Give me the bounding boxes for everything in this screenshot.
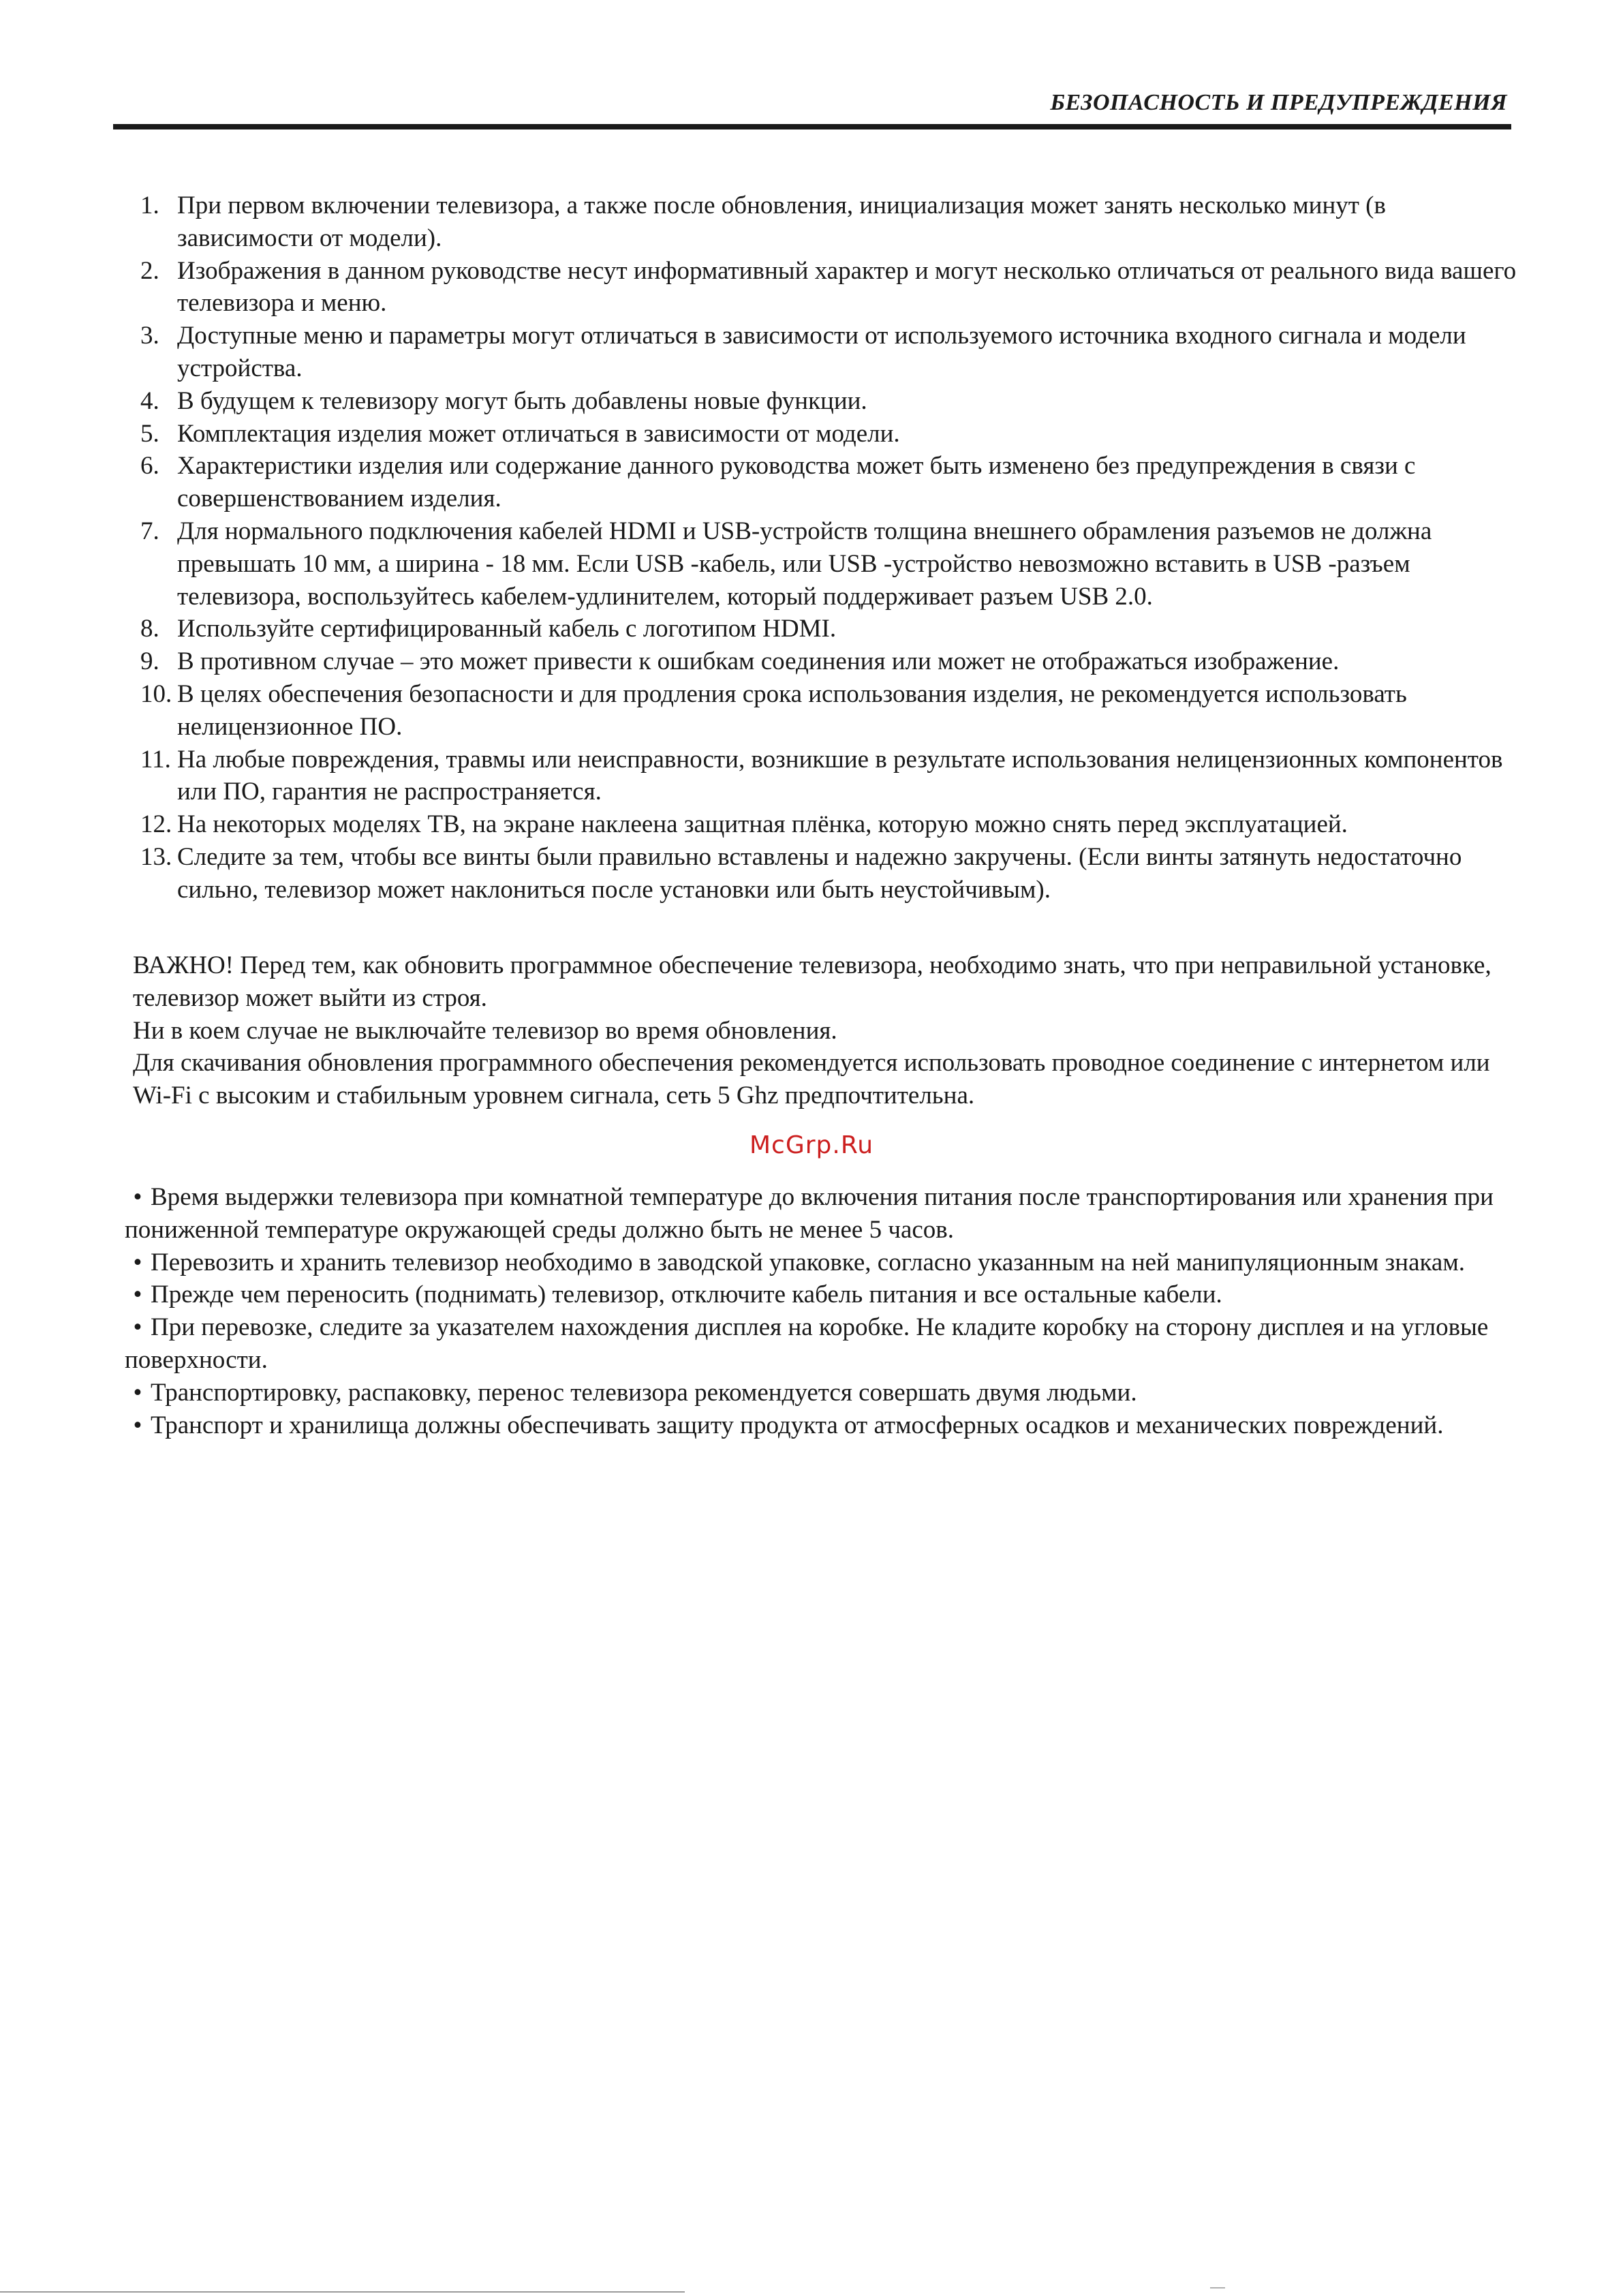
page-title: БЕЗОПАСНОСТЬ И ПРЕДУПРЕЖДЕНИЯ	[1050, 90, 1507, 115]
list-item	[125, 1377, 1521, 1409]
list-item	[125, 1246, 1521, 1279]
item-number: 5.	[140, 419, 159, 448]
item-text: Транспортировку, распаковку, перенос телевизора рекомендуется совершать двумя людьми.	[151, 1378, 1137, 1407]
list-item	[125, 1181, 1521, 1246]
item-number: 7.	[140, 517, 159, 545]
list-item	[125, 1279, 1521, 1311]
bullet-icon: •	[133, 1411, 142, 1439]
item-text: Перевозить и хранить телевизор необходимо в заводской упаковке, согласно указанным на ней манипуляционным знакам.	[151, 1248, 1466, 1276]
item-text: Время выдержки телевизора при комнатной температуре до включения питания после транспортирования или хранения при пониженной температуре окружающей среды должно быть не менее 5 часов.	[125, 1183, 1494, 1244]
item-number: 10.	[140, 679, 172, 708]
item-text: Для нормального подключения кабелей HDMI и USB-устройств толщина внешнего обрамления разъемов не должна превышать 10 мм, а ширина - 18 мм. Если USB -кабель, или USB -устройство невозможно вставить в USB -разъем телевизора, воспользуйтесь кабелем-удлинителем, который поддерживает разъем USB 2.0.	[177, 517, 1432, 611]
list-item	[125, 1409, 1521, 1442]
list-item	[136, 613, 1519, 645]
list-item	[136, 320, 1519, 385]
item-text: Доступные меню и параметры могут отличаться в зависимости от используемого источника входного сигнала и модели устройства.	[177, 322, 1466, 382]
numbered-list	[136, 189, 1519, 906]
item-text: В будущем к телевизору могут быть добавлены новые функции.	[177, 386, 867, 415]
item-text: Изображения в данном руководстве несут информативный характер и могут несколько отличаться от реального вида вашего телевизора и меню.	[177, 256, 1517, 318]
item-number: 12.	[140, 810, 172, 839]
bullet-list	[125, 1181, 1521, 1441]
list-item	[136, 418, 1519, 450]
item-text: Комплектация изделия может отличаться в зависимости от модели.	[177, 419, 900, 448]
list-item	[136, 744, 1519, 809]
item-number: 8.	[140, 615, 159, 643]
list-item	[136, 678, 1519, 744]
bullet-icon: •	[133, 1313, 142, 1342]
important-line: Для скачивания обновления программного обеспечения рекомендуется использовать проводное соединение с интернетом или Wi-Fi с высоким и стабильным уровнем сигнала, сеть 5 Ghz предпочтительна.	[133, 1049, 1490, 1110]
list-item	[136, 255, 1519, 320]
item-number: 4.	[140, 386, 159, 415]
list-item	[136, 841, 1519, 906]
footer-mark	[1210, 2287, 1225, 2293]
item-text: В противном случае – это может привести к ошибкам соединения или может не отображаться изображение.	[177, 647, 1340, 676]
important-line: ВАЖНО! Перед тем, как обновить программное обеспечение телевизора, необходимо знать, что при неправильной установке, телевизор может выйти из строя.	[133, 951, 1491, 1012]
item-number: 1.	[140, 192, 159, 219]
item-number: 11.	[140, 745, 171, 774]
list-item	[136, 808, 1519, 841]
bullet-icon: •	[133, 1183, 142, 1211]
item-number: 3.	[140, 322, 159, 350]
bullet-icon: •	[133, 1248, 142, 1276]
list-item	[136, 450, 1519, 515]
item-text: При перевозке, следите за указателем нахождения дисплея на коробке. Не кладите коробку на сторону дисплея и на угловые поверхности.	[125, 1313, 1489, 1374]
item-number: 6.	[140, 452, 159, 480]
important-line: Ни в коем случае не выключайте телевизор во время обновления.	[133, 1016, 837, 1045]
list-item	[136, 645, 1519, 678]
important-notice	[133, 949, 1516, 1112]
item-text: Транспорт и хранилища должны обеспечивать защиту продукта от атмосферных осадков и механических повреждений.	[151, 1411, 1444, 1439]
item-number: 9.	[140, 647, 159, 676]
list-item	[125, 1311, 1521, 1377]
footer-divider	[0, 2291, 685, 2293]
item-text: В целях обеспечения безопасности и для продления срока использования изделия, не рекомендуется использовать нелицензионное ПО.	[177, 679, 1407, 741]
list-item	[136, 515, 1519, 613]
item-text: При первом включении телевизора, а также после обновления, инициализация может занять несколько минут (в зависимости от модели).	[177, 192, 1386, 252]
list-item	[136, 385, 1519, 418]
page-header	[113, 87, 1511, 129]
item-number: 13.	[140, 842, 172, 871]
item-text: Прежде чем переносить (поднимать) телевизор, отключите кабель питания и все остальные кабели.	[151, 1281, 1222, 1309]
item-text: Характеристики изделия или содержание данного руководства может быть изменено без предупреждения в связи с совершенствованием изделия.	[177, 452, 1416, 513]
item-number: 2.	[140, 256, 159, 285]
item-text: Следите за тем, чтобы все винты были правильно вставлены и надежно закручены. (Если винты затянуть недостаточно сильно, телевизор может наклониться после установки или быть неустойчивым).	[177, 842, 1462, 904]
list-item	[136, 189, 1519, 255]
bullet-icon: •	[133, 1378, 142, 1407]
item-text: На некоторых моделях ТВ, на экране наклеена защитная плёнка, которую можно снять перед эксплуатацией.	[177, 810, 1348, 839]
item-text: Используйте сертифицированный кабель с логотипом HDMI.	[177, 615, 837, 643]
watermark-text: McGrp.Ru	[749, 1131, 874, 1159]
item-text: На любые повреждения, травмы или неисправности, возникшие в результате использования нелицензионных компонентов или ПО, гарантия не распространяется.	[177, 745, 1503, 806]
bullet-icon: •	[133, 1281, 142, 1309]
